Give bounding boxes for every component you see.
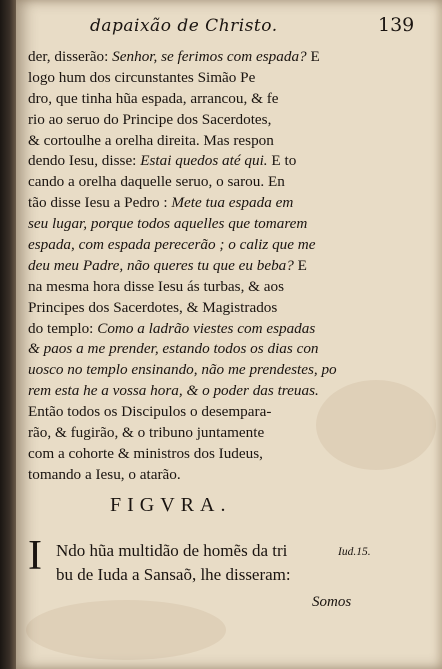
- text-line: [28, 402, 388, 423]
- text-line: [28, 131, 388, 152]
- text-segment: der, disserão:: [28, 48, 113, 65]
- text-line: [28, 360, 388, 381]
- text-segment: dendo Iesu, disse:: [28, 152, 141, 170]
- margin-reference: Iud.15.: [338, 546, 371, 558]
- italic-text-segment: espada, com espada perecerão ; o caliz que me: [28, 236, 316, 254]
- catchword: Somos: [312, 594, 352, 610]
- text-segment: E: [293, 256, 307, 274]
- italic-text-segment: seu lugar, porque todos aquelles que tomarem: [28, 215, 308, 233]
- page-number: 139: [378, 14, 415, 36]
- text-segment: rão, & fugirão, & o tribuno juntamente: [28, 424, 265, 442]
- paper-stain: [26, 600, 226, 660]
- book-gutter: [0, 0, 16, 669]
- text-segment: Principes dos Sacerdotes, & Magistrados: [28, 298, 278, 316]
- text-line: [28, 423, 388, 444]
- running-head: dapaixão de Christo.: [90, 16, 278, 36]
- text-segment: E to: [267, 152, 297, 170]
- text-line: [28, 444, 388, 465]
- text-line: [28, 235, 388, 256]
- text-line: [28, 381, 388, 402]
- section-heading: FIGVRA.: [110, 494, 232, 516]
- italic-text-segment: & paos a me prender, estando todos os dias con: [28, 340, 319, 358]
- text-line: [28, 465, 388, 486]
- text-line: [28, 172, 388, 193]
- italic-text-segment: rem esta he a vossa hora, & o poder das treuas.: [28, 382, 319, 400]
- text-line: bu de Iuda a Sansaõ, lhe disseram:: [56, 565, 291, 584]
- text-segment: dro, que tinha hũa espada, arrancou, & fe: [28, 89, 279, 107]
- text-segment: tomando a Iesu, o atarão.: [28, 465, 181, 483]
- text-segment: cando a orelha daquelle seruo, o sarou. En: [28, 173, 285, 191]
- section-paragraph: [56, 539, 336, 587]
- text-line: [28, 68, 388, 89]
- italic-text-segment: Mete tua espada em: [171, 194, 294, 212]
- text-segment: & cortoulhe a orelha direita. Mas respon: [28, 131, 274, 149]
- text-line: [28, 277, 388, 298]
- italic-text-segment: Estai quedos até qui.: [140, 152, 268, 170]
- text-line: [28, 89, 388, 110]
- italic-text-segment: Senhor, se ferimos com espada?: [112, 48, 307, 65]
- italic-text-segment: Como a ladrão viestes com espadas: [97, 319, 316, 337]
- text-line: [28, 298, 388, 319]
- text-line: [28, 110, 388, 131]
- drop-capital: I: [28, 533, 42, 579]
- text-line: [28, 256, 388, 277]
- italic-text-segment: uosco no templo ensinando, não me prendestes, po: [28, 361, 337, 379]
- text-line: [28, 339, 388, 360]
- text-segment: rio ao seruo do Principe dos Sacerdotes,: [28, 110, 272, 128]
- text-segment: tão disse Iesu a Pedro :: [28, 194, 172, 212]
- text-line: [28, 319, 388, 340]
- main-text-block: [28, 47, 388, 486]
- text-segment: Então todos os Discipulos o desempara-: [28, 403, 272, 421]
- text-line: [28, 193, 388, 214]
- text-segment: logo hum dos circunstantes Simão Pe: [28, 68, 256, 86]
- text-segment: na mesma hora disse Iesu ás turbas, & aos: [28, 277, 285, 295]
- text-segment: do templo:: [28, 319, 98, 337]
- text-line: Ndo hũa multidão de homẽs da tri: [56, 541, 288, 560]
- italic-text-segment: deu meu Padre, não queres tu que eu beba?: [28, 256, 294, 274]
- text-line: [28, 151, 388, 172]
- text-segment: com a cohorte & ministros dos Iudeus,: [28, 444, 263, 462]
- text-line: [28, 214, 388, 235]
- text-line: [28, 47, 388, 68]
- text-segment: E: [306, 48, 320, 65]
